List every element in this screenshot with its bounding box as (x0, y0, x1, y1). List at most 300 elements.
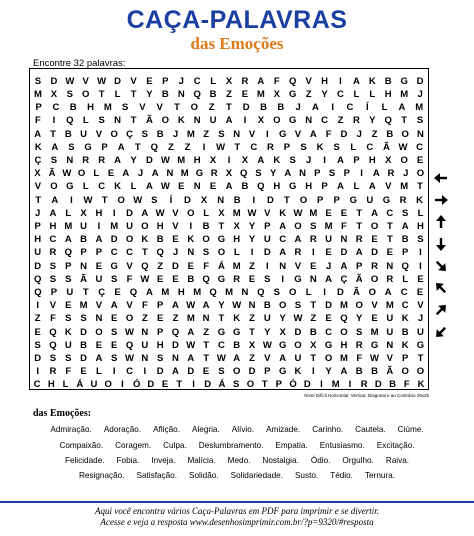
grid-cell[interactable]: Q (125, 339, 134, 351)
grid-cell[interactable]: M (225, 286, 233, 298)
grid-cell[interactable]: I (311, 247, 315, 259)
grid-cell[interactable]: B (384, 75, 392, 87)
grid-cell[interactable]: U (126, 220, 133, 232)
grid-cell[interactable]: G (110, 260, 118, 272)
grid-cell[interactable]: I (266, 128, 269, 140)
grid-cell[interactable]: G (233, 326, 241, 338)
grid-cell[interactable]: Y (264, 326, 271, 338)
grid-cell[interactable]: Q (129, 286, 138, 298)
grid-cell[interactable]: O (294, 220, 302, 232)
grid-cell[interactable]: F (141, 300, 148, 312)
grid-cell[interactable]: O (117, 194, 125, 206)
grid-cell[interactable]: W (160, 181, 170, 193)
grid-cell[interactable]: E (172, 273, 179, 285)
grid-cell[interactable]: E (107, 168, 115, 180)
grid-cell[interactable]: P (101, 141, 108, 153)
grid-cell[interactable]: E (209, 181, 217, 193)
grid-cell[interactable]: P (353, 154, 360, 166)
grid-cell[interactable]: W (186, 339, 196, 351)
grid-cell[interactable]: V (126, 260, 133, 272)
grid-cell[interactable]: Z (168, 141, 174, 153)
grid-cell[interactable]: S (141, 128, 149, 140)
grid-cell[interactable]: E (416, 154, 424, 166)
grid-cell[interactable]: Á (218, 379, 226, 391)
grid-cell[interactable]: T (218, 220, 225, 232)
grid-cell[interactable]: M (232, 207, 241, 219)
grid-cell[interactable]: I (311, 366, 315, 378)
grid-cell[interactable]: F (50, 313, 56, 325)
grid-cell[interactable]: J (178, 75, 184, 87)
grid-cell[interactable]: B (386, 128, 394, 140)
grid-cell[interactable]: Í (365, 102, 369, 114)
grid-cell[interactable]: Y (369, 115, 376, 127)
grid-cell[interactable]: E (202, 366, 210, 378)
grid-cell[interactable]: Z (157, 260, 164, 272)
grid-cell[interactable]: E (386, 247, 394, 259)
letter-grid[interactable] (29, 68, 429, 390)
grid-cell[interactable]: P (264, 220, 271, 232)
grid-cell[interactable]: W (65, 75, 75, 87)
grid-cell[interactable]: W (398, 141, 408, 153)
grid-cell[interactable]: E (114, 286, 121, 298)
grid-cell[interactable]: N (241, 286, 249, 298)
grid-cell[interactable]: S (111, 326, 118, 338)
grid-cell[interactable]: I (189, 220, 193, 232)
grid-cell[interactable]: I (97, 220, 101, 232)
grid-cell[interactable]: N (166, 168, 174, 180)
grid-cell[interactable]: O (370, 220, 379, 232)
grid-cell[interactable]: B (309, 326, 317, 338)
grid-cell[interactable]: N (193, 115, 201, 127)
grid-cell[interactable]: C (33, 379, 41, 391)
grid-cell[interactable]: T (174, 102, 180, 114)
grid-cell[interactable]: X (225, 75, 233, 87)
grid-cell[interactable]: S (65, 313, 72, 325)
grid-cell[interactable]: P (34, 220, 41, 232)
grid-cell[interactable]: P (80, 247, 87, 259)
grid-cell[interactable]: B (263, 300, 271, 312)
grid-cell[interactable]: O (187, 207, 195, 219)
grid-cell[interactable]: Ã (145, 115, 153, 127)
grid-cell[interactable]: O (246, 379, 255, 391)
grid-cell[interactable]: T (234, 141, 241, 153)
grid-cell[interactable]: R (49, 366, 57, 378)
grid-cell[interactable]: X (80, 207, 87, 219)
grid-cell[interactable]: C (386, 207, 394, 219)
grid-cell[interactable]: Z (141, 313, 148, 325)
grid-cell[interactable]: Z (203, 128, 209, 140)
grid-cell[interactable]: L (65, 207, 72, 219)
grid-cell[interactable]: O (340, 326, 348, 338)
grid-cell[interactable]: X (273, 88, 280, 100)
grid-cell[interactable]: N (95, 313, 103, 325)
grid-cell[interactable]: Q (150, 141, 159, 153)
grid-cell[interactable]: R (355, 234, 363, 246)
grid-cell[interactable]: S (111, 273, 118, 285)
grid-cell[interactable]: F (356, 352, 363, 364)
grid-cell[interactable]: K (417, 379, 425, 391)
grid-cell[interactable]: R (386, 273, 394, 285)
grid-cell[interactable]: M (177, 154, 186, 166)
grid-cell[interactable]: P (156, 300, 164, 312)
grid-cell[interactable]: O (324, 352, 333, 364)
grid-cell[interactable]: N (299, 168, 307, 180)
grid-cell[interactable]: S (65, 352, 72, 364)
grid-cell[interactable]: M (400, 181, 409, 193)
grid-cell[interactable]: Z (310, 313, 317, 325)
grid-cell[interactable]: A (141, 207, 149, 219)
grid-cell[interactable]: D (266, 194, 274, 206)
grid-cell[interactable]: S (255, 168, 262, 180)
grid-cell[interactable]: J (403, 168, 409, 180)
grid-cell[interactable]: Y (279, 313, 286, 325)
grid-cell[interactable]: F (126, 273, 133, 285)
grid-cell[interactable]: L (402, 273, 409, 285)
grid-cell[interactable]: Q (193, 88, 201, 100)
grid-cell[interactable]: D (416, 75, 424, 87)
grid-cell[interactable]: I (70, 194, 73, 206)
grid-cell[interactable]: Ç (98, 286, 106, 298)
grid-cell[interactable]: A (145, 181, 153, 193)
grid-cell[interactable]: D (371, 247, 378, 259)
grid-cell[interactable]: A (110, 300, 118, 312)
grid-cell[interactable]: G (416, 339, 425, 351)
grid-cell[interactable]: V (82, 75, 89, 87)
grid-cell[interactable]: I (348, 379, 352, 391)
grid-cell[interactable]: T (401, 115, 408, 127)
grid-cell[interactable]: O (104, 379, 112, 391)
grid-cell[interactable]: K (34, 141, 42, 153)
grid-cell[interactable]: G (195, 168, 204, 180)
grid-cell[interactable]: T (310, 300, 317, 312)
grid-cell[interactable]: B (187, 273, 195, 285)
grid-cell[interactable]: L (96, 366, 102, 378)
grid-cell[interactable]: E (416, 286, 424, 298)
grid-cell[interactable]: T (386, 234, 393, 246)
grid-cell[interactable]: X (241, 154, 249, 166)
grid-cell[interactable]: S (401, 207, 409, 219)
grid-cell[interactable]: T (284, 194, 290, 206)
grid-cell[interactable]: C (250, 141, 258, 153)
grid-cell[interactable]: N (114, 115, 121, 127)
grid-cell[interactable]: J (35, 207, 41, 219)
grid-cell[interactable]: H (156, 220, 164, 232)
grid-cell[interactable]: A (368, 181, 376, 193)
grid-cell[interactable]: D (145, 154, 153, 166)
grid-cell[interactable]: Q (340, 313, 348, 325)
grid-cell[interactable]: E (248, 273, 256, 285)
grid-cell[interactable]: M (385, 300, 394, 312)
grid-cell[interactable]: B (401, 326, 409, 338)
grid-cell[interactable]: E (187, 260, 194, 272)
grid-cell[interactable]: T (98, 88, 105, 100)
grid-cell[interactable]: U (141, 339, 149, 351)
grid-cell[interactable]: C (346, 102, 354, 114)
grid-cell[interactable]: Z (34, 313, 41, 325)
grid-cell[interactable]: N (217, 194, 225, 206)
grid-cell[interactable]: S (98, 115, 105, 127)
grid-cell[interactable]: L (417, 207, 424, 219)
grid-cell[interactable]: W (155, 207, 165, 219)
grid-cell[interactable]: N (233, 128, 241, 140)
grid-cell[interactable]: S (34, 75, 42, 87)
grid-cell[interactable]: Ã (80, 273, 88, 285)
grid-cell[interactable]: P (65, 260, 72, 272)
grid-cell[interactable]: S (80, 313, 87, 325)
grid-cell[interactable]: B (233, 339, 241, 351)
grid-cell[interactable]: D (242, 102, 250, 114)
grid-cell[interactable]: B (241, 181, 249, 193)
grid-cell[interactable]: H (233, 234, 241, 246)
grid-cell[interactable]: L (210, 75, 216, 87)
grid-cell[interactable]: E (241, 88, 249, 100)
grid-cell[interactable]: X (218, 207, 225, 219)
grid-cell[interactable]: I (360, 168, 363, 180)
grid-cell[interactable]: E (325, 247, 332, 259)
grid-cell[interactable]: R (82, 154, 90, 166)
grid-cell[interactable]: W (83, 194, 93, 206)
grid-cell[interactable]: I (112, 207, 116, 219)
grid-cell[interactable]: B (355, 366, 363, 378)
grid-cell[interactable]: E (172, 234, 179, 246)
grid-cell[interactable]: D (110, 234, 118, 246)
grid-cell[interactable]: C (49, 234, 57, 246)
grid-cell[interactable]: S (264, 273, 271, 285)
grid-cell[interactable]: L (203, 207, 209, 219)
grid-cell[interactable]: V (264, 207, 271, 219)
grid-cell[interactable]: D (50, 75, 58, 87)
grid-cell[interactable]: L (114, 88, 121, 100)
grid-cell[interactable]: A (279, 352, 287, 364)
grid-cell[interactable]: V (139, 102, 146, 114)
grid-cell[interactable]: S (289, 154, 296, 166)
grid-cell[interactable]: O (370, 273, 379, 285)
grid-cell[interactable]: O (289, 286, 297, 298)
grid-cell[interactable]: P (333, 194, 340, 206)
grid-cell[interactable]: V (417, 300, 424, 312)
grid-cell[interactable]: J (325, 260, 332, 272)
grid-cell[interactable]: X (233, 220, 240, 232)
grid-cell[interactable]: B (371, 366, 378, 378)
grid-cell[interactable]: E (34, 326, 41, 338)
grid-cell[interactable]: D (248, 366, 256, 378)
grid-cell[interactable]: E (310, 260, 317, 272)
grid-cell[interactable]: X (385, 154, 392, 166)
grid-cell[interactable]: H (305, 181, 313, 193)
grid-cell[interactable]: S (294, 300, 302, 312)
grid-cell[interactable]: Z (371, 128, 378, 140)
grid-cell[interactable]: G (278, 366, 287, 378)
grid-cell[interactable]: D (325, 300, 333, 312)
grid-cell[interactable]: B (161, 88, 169, 100)
grid-cell[interactable]: O (278, 300, 287, 312)
grid-cell[interactable]: X (50, 88, 58, 100)
grid-cell[interactable]: W (262, 339, 272, 351)
grid-cell[interactable]: P (35, 102, 42, 114)
grid-cell[interactable]: U (209, 115, 217, 127)
grid-cell[interactable]: E (325, 313, 332, 325)
grid-cell[interactable]: A (340, 260, 348, 272)
grid-cell[interactable]: B (156, 128, 164, 140)
grid-cell[interactable]: I (202, 141, 206, 153)
grid-cell[interactable]: N (386, 339, 394, 351)
grid-cell[interactable]: I (112, 366, 116, 378)
grid-cell[interactable]: M (64, 220, 73, 232)
grid-cell[interactable]: M (79, 300, 88, 312)
grid-cell[interactable]: Q (209, 286, 217, 298)
grid-cell[interactable]: D (204, 379, 212, 391)
grid-cell[interactable]: Q (66, 115, 74, 127)
grid-cell[interactable]: W (160, 154, 170, 166)
grid-cell[interactable]: R (352, 115, 360, 127)
grid-cell[interactable]: G (382, 194, 391, 206)
grid-cell[interactable]: U (263, 313, 271, 325)
grid-cell[interactable]: O (355, 300, 363, 312)
grid-cell[interactable]: J (417, 313, 424, 325)
grid-cell[interactable]: M (400, 88, 409, 100)
grid-cell[interactable]: R (98, 154, 106, 166)
grid-cell[interactable]: O (416, 366, 425, 378)
grid-cell[interactable]: V (264, 352, 271, 364)
grid-cell[interactable]: T (249, 326, 255, 338)
grid-cell[interactable]: H (87, 102, 94, 114)
grid-cell[interactable]: M (309, 207, 318, 219)
grid-cell[interactable]: R (233, 273, 241, 285)
grid-cell[interactable]: D (80, 326, 88, 338)
grid-cell[interactable]: H (340, 339, 348, 351)
grid-cell[interactable]: C (217, 339, 225, 351)
grid-cell[interactable]: P (343, 168, 350, 180)
grid-cell[interactable]: I (36, 366, 39, 378)
grid-cell[interactable]: S (121, 102, 129, 114)
grid-cell[interactable]: K (279, 207, 287, 219)
grid-cell[interactable]: J (137, 168, 144, 180)
grid-cell[interactable]: N (202, 313, 210, 325)
grid-cell[interactable]: R (387, 168, 395, 180)
grid-cell[interactable]: X (225, 168, 233, 180)
grid-cell[interactable]: O (77, 168, 86, 180)
grid-cell[interactable]: I (281, 273, 284, 285)
grid-cell[interactable]: E (161, 379, 169, 391)
grid-cell[interactable]: B (401, 234, 409, 246)
grid-cell[interactable]: G (294, 273, 302, 285)
grid-cell[interactable]: A (257, 154, 265, 166)
grid-cell[interactable]: Y (356, 313, 363, 325)
grid-cell[interactable]: Q (401, 260, 409, 272)
grid-cell[interactable]: R (266, 141, 274, 153)
grid-cell[interactable]: A (279, 220, 287, 232)
grid-cell[interactable]: T (134, 141, 141, 153)
grid-cell[interactable]: E (371, 313, 378, 325)
grid-cell[interactable]: D (303, 379, 311, 391)
grid-cell[interactable]: B (209, 88, 217, 100)
grid-cell[interactable]: W (232, 300, 242, 312)
grid-cell[interactable]: B (260, 102, 267, 114)
grid-cell[interactable]: J (417, 88, 423, 100)
grid-cell[interactable]: H (49, 220, 57, 232)
grid-cell[interactable]: I (52, 115, 56, 127)
grid-cell[interactable]: Q (156, 247, 164, 259)
grid-cell[interactable]: O (416, 168, 425, 180)
grid-cell[interactable]: I (252, 194, 256, 206)
grid-cell[interactable]: J (172, 128, 179, 140)
grid-cell[interactable]: N (417, 128, 424, 140)
grid-cell[interactable]: A (51, 194, 59, 206)
grid-cell[interactable]: Ã (355, 273, 363, 285)
grid-cell[interactable]: M (339, 352, 348, 364)
grid-cell[interactable]: H (193, 154, 201, 166)
grid-cell[interactable]: C (400, 286, 408, 298)
grid-cell[interactable]: M (331, 379, 340, 391)
grid-cell[interactable]: F (273, 75, 280, 87)
grid-cell[interactable]: I (320, 379, 323, 391)
grid-cell[interactable]: O (95, 326, 103, 338)
grid-cell[interactable]: W (97, 75, 107, 87)
grid-cell[interactable]: Q (34, 286, 42, 298)
grid-cell[interactable]: S (49, 273, 57, 285)
grid-cell[interactable]: C (98, 181, 106, 193)
grid-cell[interactable]: L (381, 102, 388, 114)
grid-cell[interactable]: P (314, 168, 321, 180)
grid-cell[interactable]: H (321, 75, 328, 87)
grid-cell[interactable]: A (225, 115, 233, 127)
grid-cell[interactable]: H (47, 379, 55, 391)
grid-cell[interactable]: I (339, 75, 342, 87)
grid-cell[interactable]: A (95, 352, 103, 364)
grid-cell[interactable]: O (400, 154, 408, 166)
grid-cell[interactable]: U (325, 234, 333, 246)
grid-cell[interactable]: E (65, 300, 72, 312)
grid-cell[interactable]: I (192, 379, 195, 391)
grid-cell[interactable]: X (310, 339, 317, 351)
grid-cell[interactable]: A (398, 102, 406, 114)
grid-cell[interactable]: E (325, 207, 332, 219)
grid-cell[interactable]: E (156, 273, 164, 285)
grid-cell[interactable]: A (352, 75, 360, 87)
grid-cell[interactable]: V (34, 181, 42, 193)
grid-cell[interactable]: I (36, 300, 39, 312)
grid-cell[interactable]: N (248, 300, 256, 312)
grid-cell[interactable]: F (35, 115, 41, 127)
grid-cell[interactable]: Á (217, 260, 225, 272)
grid-cell[interactable]: O (141, 220, 149, 232)
grid-cell[interactable]: F (65, 366, 72, 378)
grid-cell[interactable]: A (114, 154, 121, 166)
grid-cell[interactable]: S (218, 128, 225, 140)
grid-cell[interactable]: Q (239, 168, 248, 180)
grid-cell[interactable]: J (305, 154, 312, 166)
grid-cell[interactable]: D (263, 247, 271, 259)
grid-cell[interactable]: W (125, 326, 135, 338)
grid-cell[interactable]: S (66, 88, 73, 100)
grid-cell[interactable]: L (82, 181, 89, 193)
grid-cell[interactable]: O (401, 366, 409, 378)
grid-cell[interactable]: Ç (34, 154, 42, 166)
grid-cell[interactable]: V (126, 300, 133, 312)
grid-cell[interactable]: W (293, 313, 303, 325)
grid-cell[interactable]: R (241, 75, 249, 87)
grid-cell[interactable]: S (49, 260, 57, 272)
grid-cell[interactable]: Z (249, 352, 255, 364)
grid-cell[interactable]: U (34, 247, 42, 259)
grid-cell[interactable]: Ó (132, 379, 141, 391)
grid-cell[interactable]: A (34, 128, 42, 140)
grid-cell[interactable]: D (337, 286, 344, 298)
grid-cell[interactable]: Á (76, 379, 84, 391)
grid-cell[interactable]: U (366, 194, 374, 206)
grid-cell[interactable]: Y (269, 168, 277, 180)
grid-cell[interactable]: R (355, 339, 363, 351)
